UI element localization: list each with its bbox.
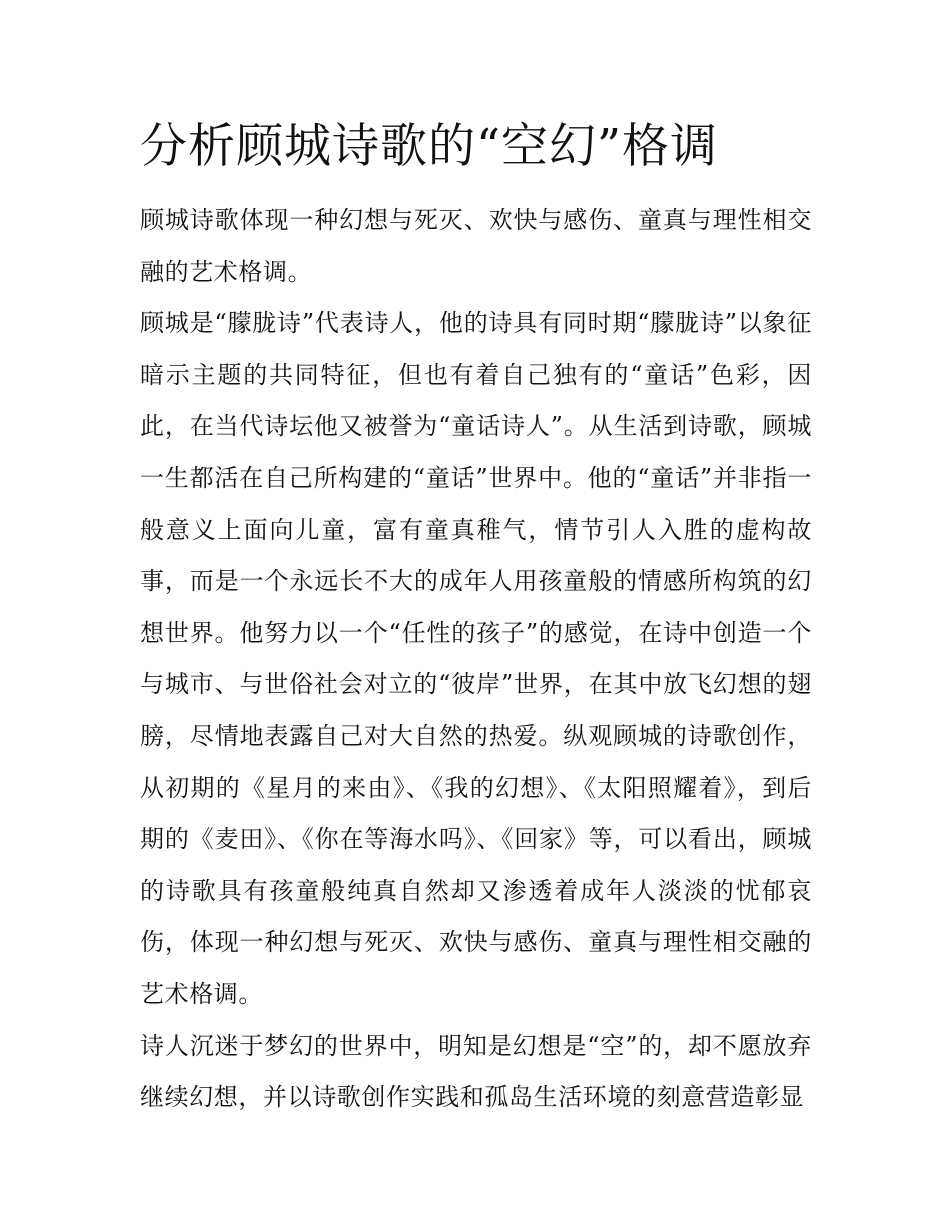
paragraph-2: 顾城是“朦胧诗”代表诗人，他的诗具有同时期“朦胧诗”以象征暗示主题的共同特征，但也有着自己独有的“童话”色彩，因此，在当代诗坛他又被誉为“童话诗人”。从生活到诗歌，顾城一生都活在自己所构建的“童话”世界中。他的“童话”并非指一般意义上面向儿童，富有童真稚气，情节引人入胜的虚构故事，而是一个永远长不大的成年人用孩童般的情感所构筑的幻想世界。他努力以一个“任性的孩子”的感觉，在诗中创造一个与城市、与世俗社会对立的“彼岸”世界，在其中放飞幻想的翅膀，尽情地表露自己对大自然的热爱。纵观顾城的诗歌创作，从初期的《星月的来由》、《我的幻想》、《太阳照耀着》，到后期的《麦田》、《你在等海水吗》、《回家》等，可以看出，顾城的诗歌具有孩童般纯真自然却又渗透着成年人淡淡的忧郁哀伤，体现一种幻想与死灭、欢快与感伤、童真与理性相交融的艺术格调。 [140, 309, 812, 1008]
paragraph-1: 顾城诗歌体现一种幻想与死灭、欢快与感伤、童真与理性相交融的艺术格调。 [140, 206, 812, 286]
document-body [140, 195, 812, 1124]
document-title: 分析顾城诗歌的“空幻”格调 [140, 119, 719, 174]
paragraph-3: 诗人沉迷于梦幻的世界中，明知是幻想是“空”的，却不愿放弃继续幻想，并以诗歌创作实践和孤岛生活环境的刻意营造彰显 [140, 1031, 812, 1112]
